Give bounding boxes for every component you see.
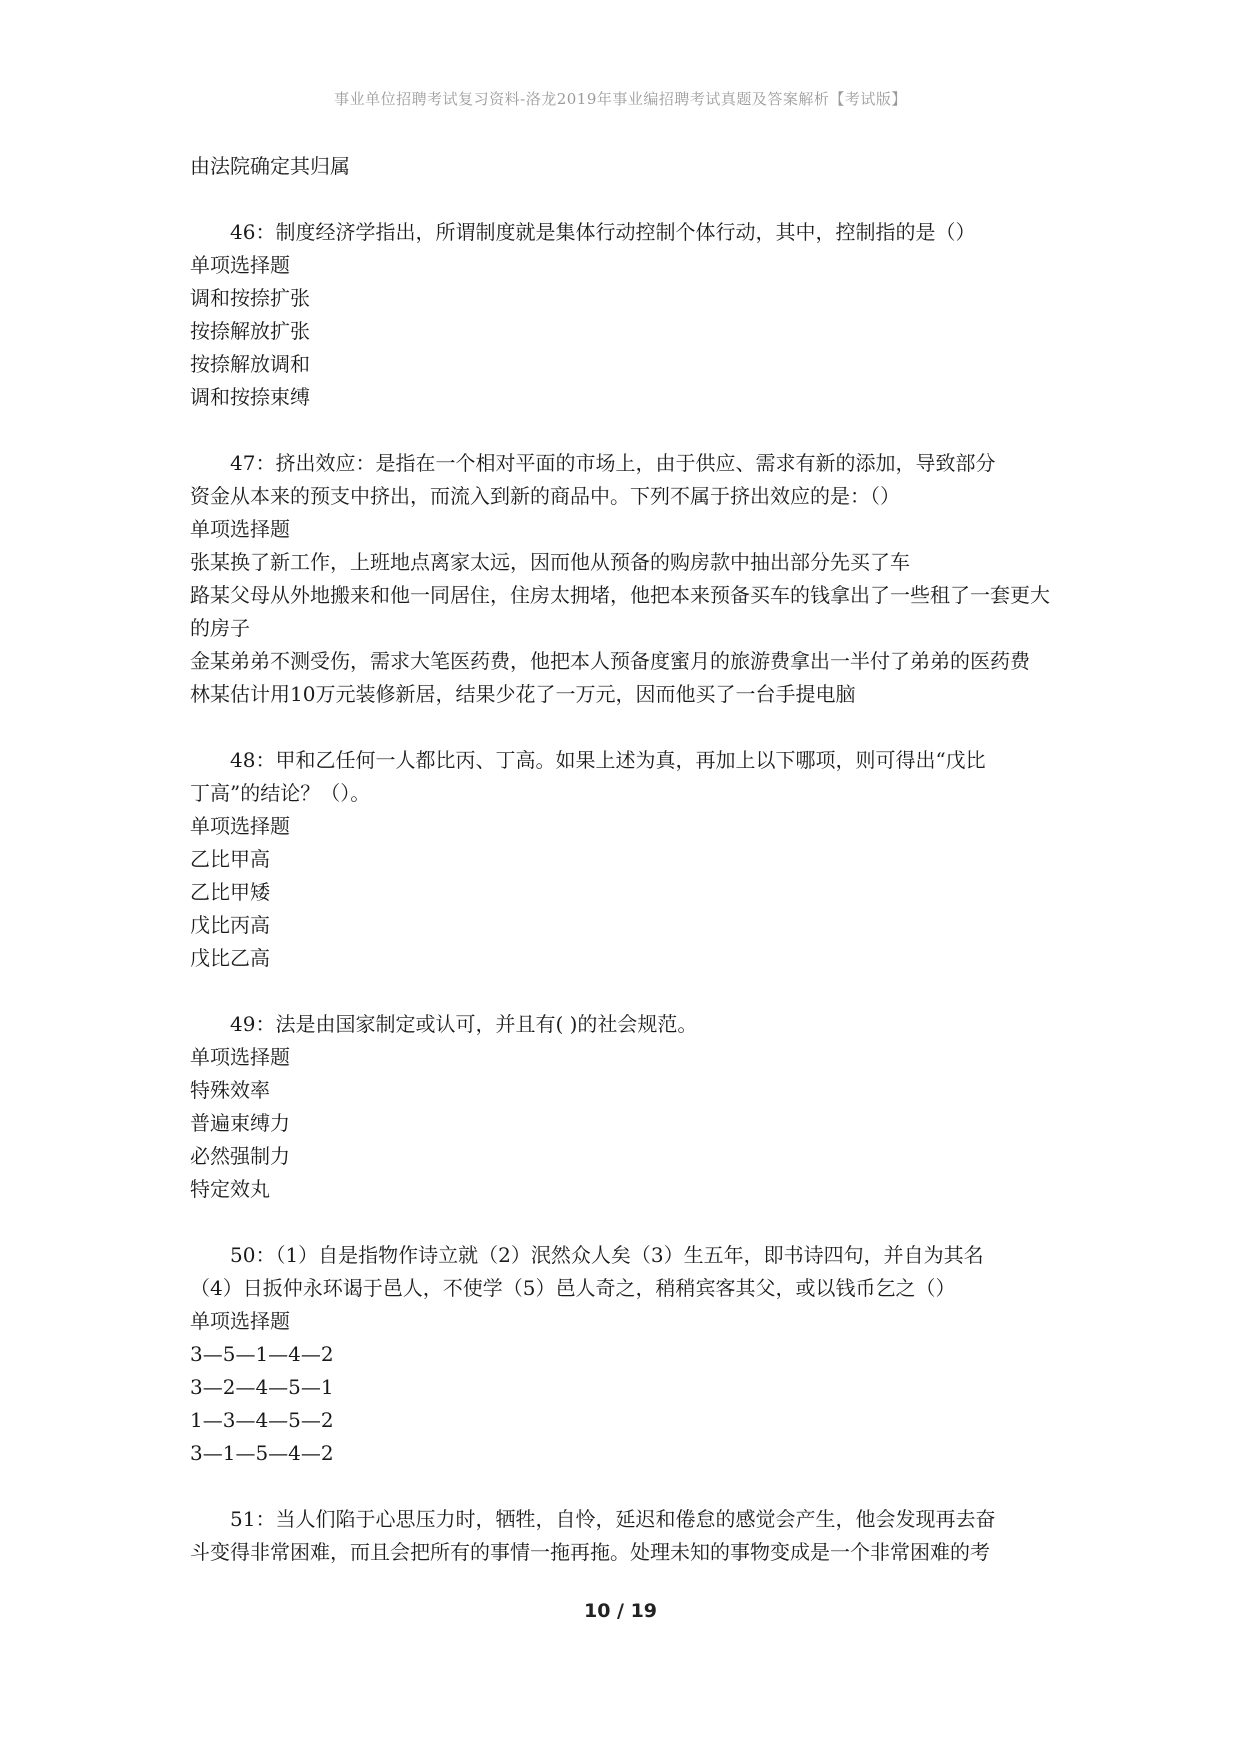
question-type: 单项选择题 [190,814,290,838]
question-stem: 50：（1）自是指物作诗立就（2）泯然众人矣（3）生五年，即书诗四句，并自为其名 [230,1243,984,1267]
question-51 [190,1503,1060,1569]
question-stem: 丁高”的结论？（）。 [190,781,371,805]
question-stem: 47：挤出效应：是指在一个相对平面的市场上，由于供应、需求有新的添加，导致部分 [230,451,996,475]
question-48 [190,744,1060,975]
option: 路某父母从外地搬来和他一同居住，住房太拥堵，他把本来预备买车的钱拿出了一些租了一套更大的房子 [190,583,1050,640]
question-stem: 资金从本来的预支中挤出，而流入到新的商品中。下列不属于挤出效应的是：（） [190,484,900,508]
question-46 [190,216,1060,414]
question-stem: 46：制度经济学指出，所谓制度就是集体行动控制个体行动，其中，控制指的是（） [230,220,976,244]
option: 按捺解放扩张 [190,319,310,343]
option: 林某估计用10万元装修新居，结果少花了一万元，因而他买了一台手提电脑 [190,682,856,706]
question-stem: （4）日扳仲永环谒于邑人，不使学（5）邑人奇之，稍稍宾客其父，或以钱币乞之（） [190,1276,956,1300]
question-stem: 斗变得非常困难，而且会把所有的事情一拖再拖。处理未知的事物变成是一个非常困难的考 [190,1540,990,1564]
option: 张某换了新工作，上班地点离家太远，因而他从预备的购房款中抽出部分先买了车 [190,550,910,574]
question-type: 单项选择题 [190,1309,290,1333]
page-number: 10 / 19 [583,1600,658,1622]
option: 乙比甲高 [190,847,270,871]
question-type: 单项选择题 [190,517,290,541]
option: 乙比甲矮 [190,880,270,904]
option: 戊比乙高 [190,946,270,970]
option: 特定效丸 [190,1177,270,1201]
option: 调和按捺扩张 [190,286,310,310]
option: 3—5—1—4—2 [190,1342,334,1366]
question-49 [190,1008,1060,1206]
question-stem: 49：法是由国家制定或认可，并且有( )的社会规范。 [230,1012,698,1036]
option: 特殊效率 [190,1078,270,1102]
question-50 [190,1239,1060,1470]
option: 按捺解放调和 [190,352,310,376]
option: 3—1—5—4—2 [190,1441,334,1465]
option: 普遍束缚力 [190,1111,290,1135]
question-stem: 48：甲和乙任何一人都比丙、丁高。如果上述为真，再加上以下哪项，则可得出“戊比 [230,748,986,772]
question-type: 单项选择题 [190,253,290,277]
option: 必然强制力 [190,1144,290,1168]
question-type: 单项选择题 [190,1045,290,1069]
question-stem: 51：当人们陷于心思压力时，牺牲，自怜，延迟和倦怠的感觉会产生，他会发现再去奋 [230,1507,996,1531]
option: 金某弟弟不测受伤，需求大笔医药费，他把本人预备度蜜月的旅游费拿出一半付了弟弟的医药费 [190,649,1030,673]
option: 1—3—4—5—2 [190,1408,334,1432]
document-body [190,150,1060,1569]
option: 调和按捺束缚 [190,385,310,409]
lead-line: 由法院确定其归属 [190,154,350,178]
option: 3—2—4—5—1 [190,1375,334,1399]
page-header: 事业单位招聘考试复习资料-洛龙2019年事业编招聘考试真题及答案解析【考试版】 [334,90,907,108]
option: 戊比丙高 [190,913,270,937]
question-47 [190,447,1060,711]
